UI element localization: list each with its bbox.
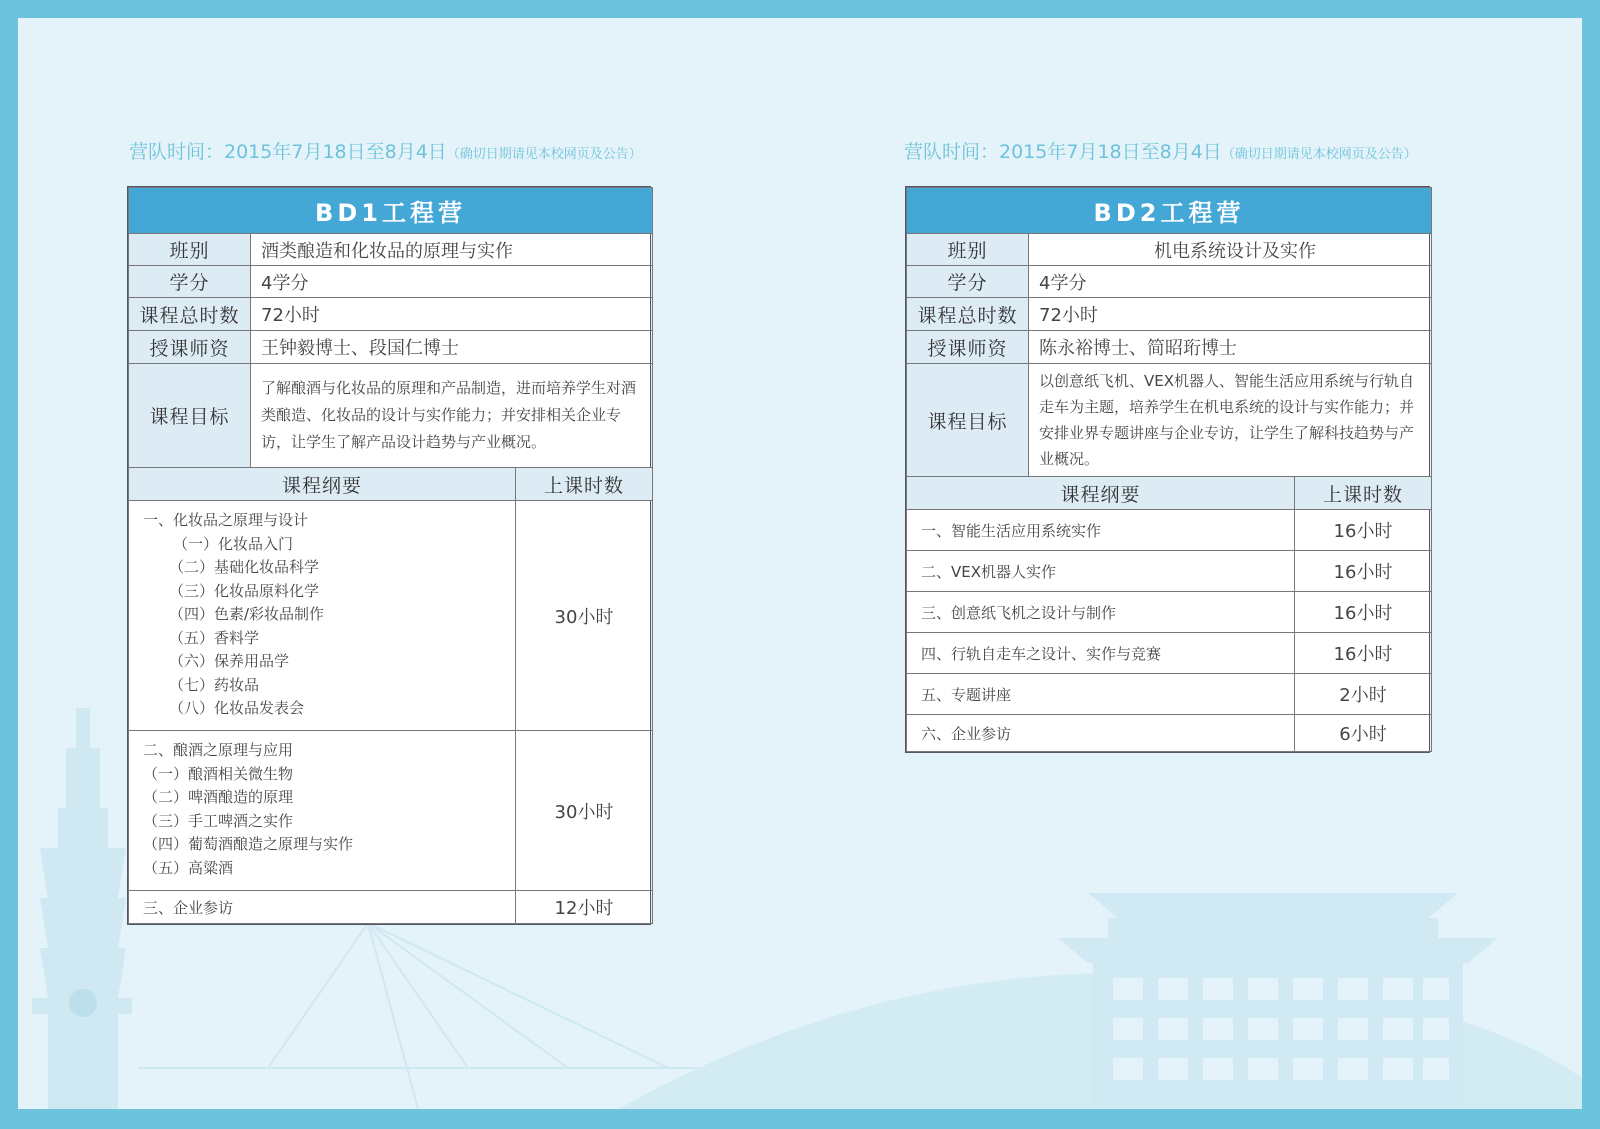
course-row: 五、专题讲座: [907, 674, 1295, 715]
section-hours: 30小时: [516, 501, 653, 731]
goal-label: 课程目标: [129, 364, 251, 468]
course-row: 三、创意纸飞机之设计与制作: [907, 592, 1295, 633]
left-date-note: （确切日期请见本校网页及公告）: [446, 147, 642, 162]
section-visit: 三、企业参访: [129, 891, 516, 924]
teachers-label: 授课师资: [129, 331, 251, 364]
left-camp-date: [129, 137, 642, 164]
course-hours: 16小时: [1295, 510, 1432, 551]
brochure-page: [18, 18, 1582, 1109]
section-item: （二）啤酒酿造的原理: [143, 788, 294, 806]
section-item: （五）香料学: [169, 628, 260, 647]
bd2-title: BD2工程营: [907, 188, 1432, 234]
course-row: 一、智能生活应用系统实作: [907, 510, 1295, 551]
section-hours: 12小时: [516, 891, 653, 924]
total-hours-label: 课程总时数: [907, 298, 1029, 331]
section-item: （三）手工啤酒之实作: [143, 811, 294, 830]
section-brewing: [129, 731, 516, 891]
credit-label: 学分: [129, 266, 251, 298]
course-hours: 16小时: [1295, 551, 1432, 592]
class-label: 班别: [907, 234, 1029, 266]
hours-header: 上课时数: [1295, 477, 1432, 510]
class-value: 机电系统设计及实作: [1029, 234, 1432, 266]
section-item: （六）保养用品学: [169, 652, 290, 670]
section-item: （五）高粱酒: [143, 858, 234, 877]
credit-label: 学分: [907, 266, 1029, 298]
course-hours: 6小时: [1295, 715, 1432, 752]
section-title: 一、化妆品之原理与设计: [143, 511, 309, 529]
course-hours: 2小时: [1295, 674, 1432, 715]
course-row: 二、VEX机器人实作: [907, 551, 1295, 592]
total-hours-label: 课程总时数: [129, 298, 251, 331]
teachers-value: 陈永裕博士、简昭珩博士: [1029, 331, 1432, 364]
teachers-value: 王钟毅博士、段国仁博士: [251, 331, 653, 364]
goal-label: 课程目标: [907, 364, 1029, 477]
section-item: （一）化妆品入门: [173, 534, 294, 553]
section-title: 二、酿酒之原理与应用: [143, 741, 294, 759]
left-date-text: 营队时间：2015年7月18日至8月4日: [129, 141, 447, 163]
section-item: （二）基础化妆品科学: [169, 558, 320, 576]
teachers-label: 授课师资: [907, 331, 1029, 364]
section-item: （八）化妆品发表会: [169, 699, 305, 717]
outline-header: 课程纲要: [129, 468, 516, 501]
bd1-camp-table: [127, 186, 651, 925]
section-item: （三）化妆品原料化学: [169, 581, 320, 600]
section-item: （四）色素/彩妆品制作: [169, 605, 325, 623]
course-row: 四、行轨自走车之设计、实作与竞赛: [907, 633, 1295, 674]
course-hours: 16小时: [1295, 592, 1432, 633]
total-hours-value: 72小时: [1029, 298, 1432, 331]
bd1-title: BD1工程营: [129, 188, 653, 234]
credit-value: 4学分: [251, 266, 653, 298]
tower-illustration: [32, 708, 132, 1109]
section-item: （一）酿酒相关微生物: [143, 764, 294, 783]
class-label: 班别: [129, 234, 251, 266]
section-cosmetics: [129, 501, 516, 731]
section-hours: 30小时: [516, 731, 653, 891]
total-hours-value: 72小时: [251, 298, 653, 331]
credit-value: 4学分: [1029, 266, 1432, 298]
class-value: 酒类酿造和化妆品的原理与实作: [251, 234, 653, 266]
right-date-note: （确切日期请见本校网页及公告）: [1221, 147, 1417, 162]
bd2-camp-table: [905, 186, 1430, 753]
goal-text: 了解酿酒与化妆品的原理和产品制造，进而培养学生对酒类酿造、化妆品的设计与实作能力；并安排相关企业专访，让学生了解产品设计趋势与产业概况。: [251, 364, 653, 468]
course-hours: 16小时: [1295, 633, 1432, 674]
goal-text: 以创意纸飞机、VEX机器人、智能生活应用系统与行轨自走车为主题，培养学生在机电系统的设计与实作能力；并安排业界专题讲座与企业专访，让学生了解科技趋势与产业概况。: [1029, 364, 1432, 477]
course-row: 六、企业参访: [907, 715, 1295, 752]
section-item: （四）葡萄酒酿造之原理与实作: [143, 835, 354, 853]
right-date-text: 营队时间：2015年7月18日至8月4日: [904, 141, 1222, 163]
right-camp-date: [904, 137, 1417, 164]
hours-header: 上课时数: [516, 468, 653, 501]
section-item: （七）药妆品: [169, 675, 260, 694]
outline-header: 课程纲要: [907, 477, 1295, 510]
